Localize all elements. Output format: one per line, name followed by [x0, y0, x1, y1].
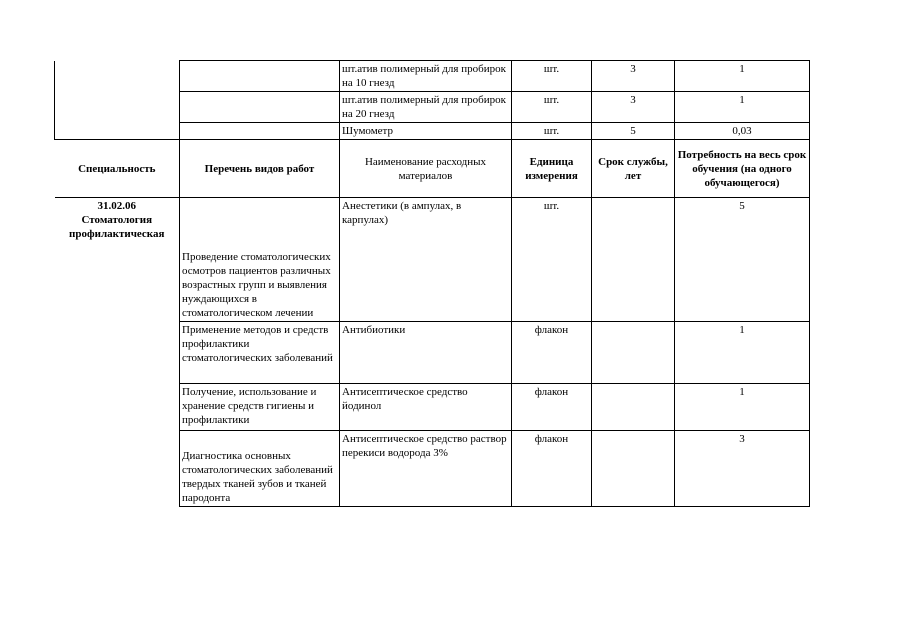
header-need: Потребность на весь срок обучения (на одного обучающегося): [675, 140, 810, 198]
header-materials: Наименование расходных материалов: [340, 140, 512, 198]
need-cell: 1: [675, 61, 810, 92]
header-specialty: Специальность: [55, 140, 180, 198]
header-term: Срок службы, лет: [592, 140, 675, 198]
material-cell: Шумометр: [340, 123, 512, 140]
empty-work-cell: [180, 61, 340, 92]
term-cell: [592, 384, 675, 431]
need-cell: 5: [675, 198, 810, 322]
term-cell: [592, 322, 675, 384]
unit-cell: флакон: [512, 384, 592, 431]
empty-specialty-cell: [55, 61, 180, 140]
material-cell: шт.атив полимерный для пробирок на 10 гнезд: [340, 61, 512, 92]
specialty-name: Стоматология профилактическая: [69, 214, 165, 240]
unit-cell: шт.: [512, 198, 592, 322]
material-cell: Анестетики (в ампулах, в карпулах): [340, 198, 512, 322]
work-cell: Получение, использование и хранение средств гигиены и профилактики: [180, 384, 340, 431]
header-row: [55, 140, 810, 198]
table-row: [55, 198, 810, 322]
unit-cell: шт.: [512, 123, 592, 140]
specialty-cell: [55, 198, 180, 507]
material-cell: Антисептическое средство йодинол: [340, 384, 512, 431]
work-cell: Применение методов и средств профилактики стоматологических заболеваний: [180, 322, 340, 384]
term-cell: 3: [592, 61, 675, 92]
need-cell: 3: [675, 431, 810, 507]
specialty-code: 31.02.06: [97, 200, 136, 212]
term-cell: [592, 431, 675, 507]
material-cell: шт.атив полимерный для пробирок на 20 гнезд: [340, 92, 512, 123]
header-unit: Единица измерения: [512, 140, 592, 198]
work-cell: Диагностика основных стоматологических заболеваний твердых тканей зубов и тканей пародонта: [180, 431, 340, 507]
term-cell: 3: [592, 92, 675, 123]
unit-cell: флакон: [512, 431, 592, 507]
term-cell: [592, 198, 675, 322]
consumables-table: [54, 60, 810, 507]
empty-work-cell: [180, 92, 340, 123]
table-row: [55, 61, 810, 92]
header-works: Перечень видов работ: [180, 140, 340, 198]
unit-cell: шт.: [512, 61, 592, 92]
term-cell: 5: [592, 123, 675, 140]
material-cell: Антисептическое средство раствор перекиси водорода 3%: [340, 431, 512, 507]
need-cell: 1: [675, 92, 810, 123]
material-cell: Антибиотики: [340, 322, 512, 384]
need-cell: 1: [675, 322, 810, 384]
need-cell: 1: [675, 384, 810, 431]
need-cell: 0,03: [675, 123, 810, 140]
empty-work-cell: [180, 123, 340, 140]
unit-cell: шт.: [512, 92, 592, 123]
unit-cell: флакон: [512, 322, 592, 384]
work-cell: Проведение стоматологических осмотров пациентов различных возрастных групп и выявления нуждающихся в стоматологическом лечении: [180, 198, 340, 322]
